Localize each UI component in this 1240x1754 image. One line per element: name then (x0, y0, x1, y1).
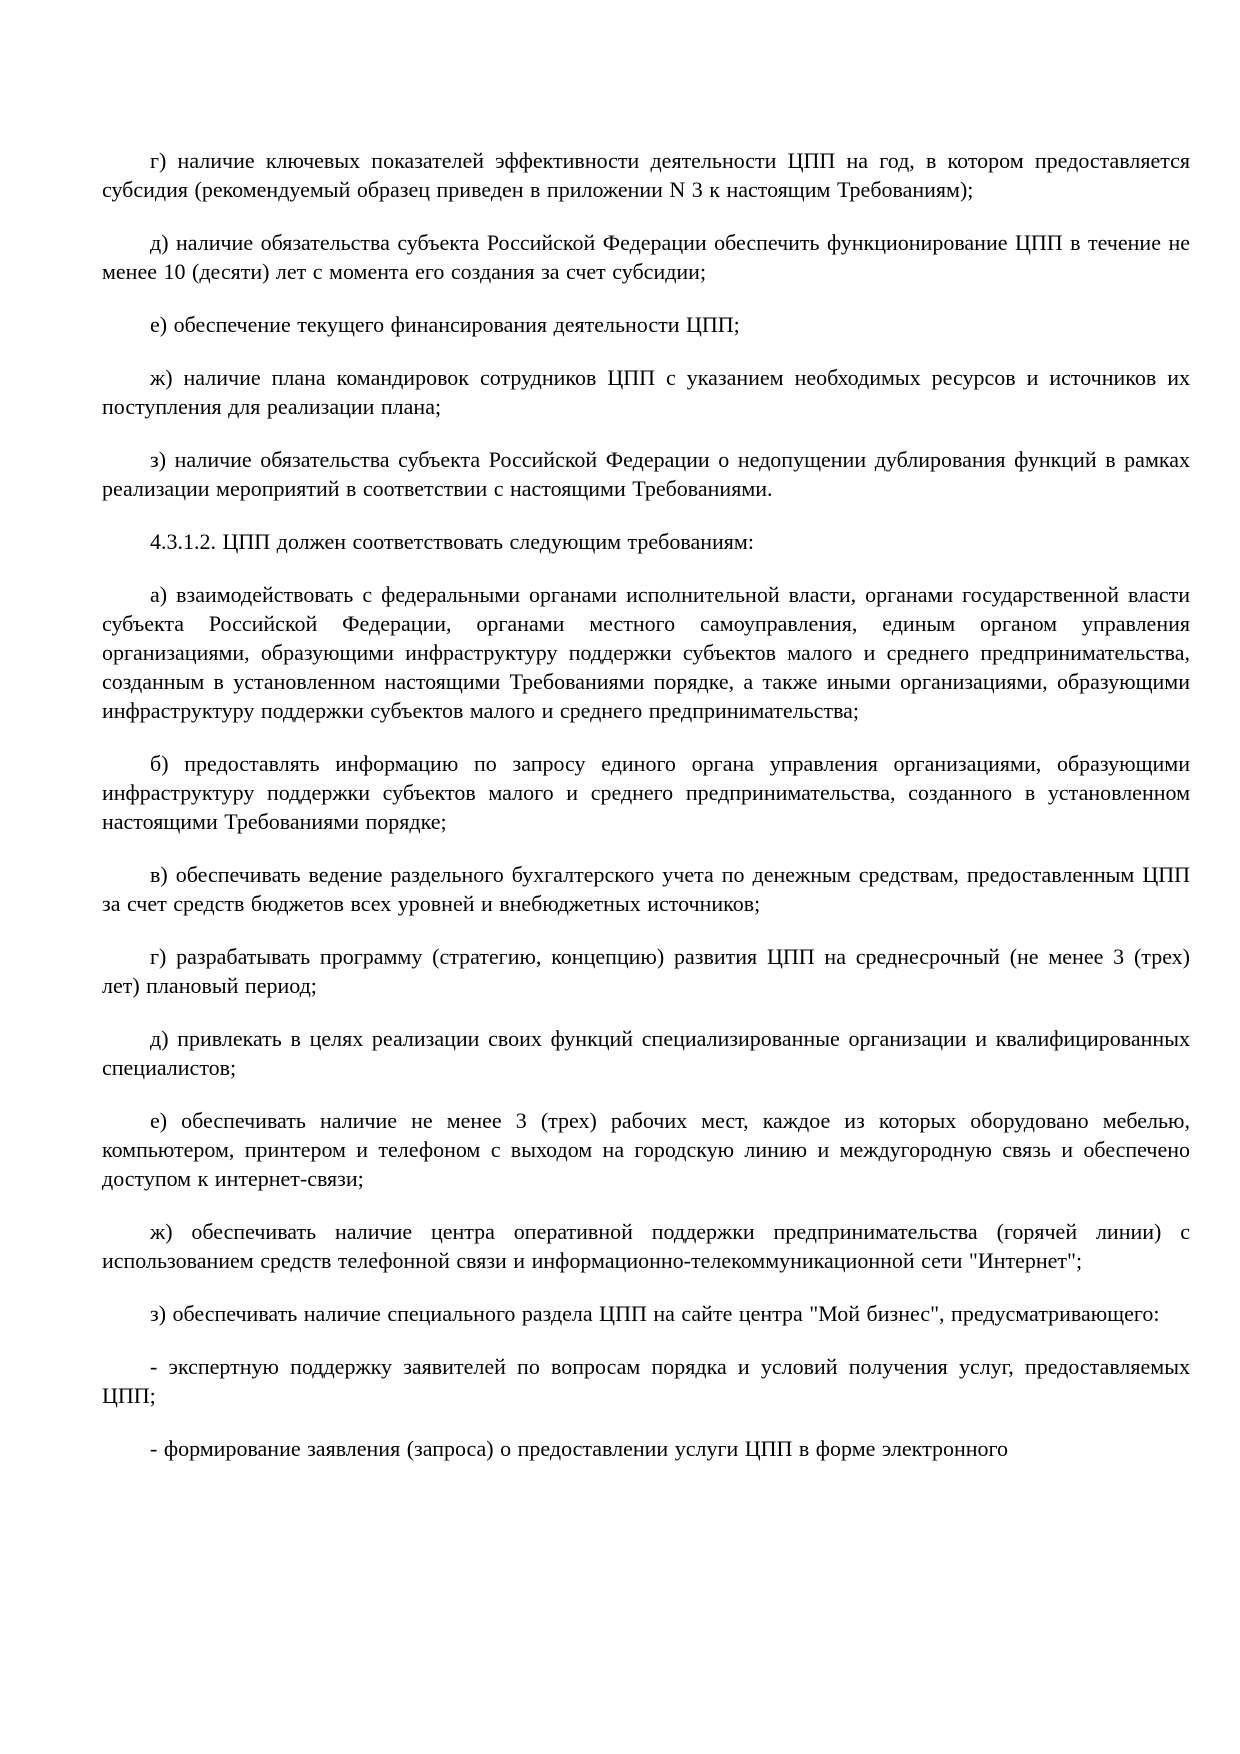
paragraph-clause-g: г) наличие ключевых показателей эффективности деятельности ЦПП на год, в котором предоставляется субсидия (рекомендуемый образец приведен в приложении N 3 к настоящим Требованиям); (102, 148, 1190, 202)
paragraph-clause-z: з) наличие обязательства субъекта Российской Федерации о недопущении дублирования функций в рамках реализации мероприятий в соответствии с настоящими Требованиями. (102, 447, 1190, 501)
paragraph-clause-d-2: д) привлекать в целях реализации своих функций специализированные организации и квалифицированных специалистов; (102, 1026, 1190, 1080)
paragraph-clause-zh-2: ж) обеспечивать наличие центра оперативной поддержки предпринимательства (горячей линии) с использованием средств телефонной связи и информационно-телекоммуникационной сети "Интернет"; (102, 1219, 1190, 1273)
paragraph-clause-v: в) обеспечивать ведение раздельного бухгалтерского учета по денежным средствам, предоставленным ЦПП за счет средств бюджетов всех уровней и внебюджетных источников; (102, 862, 1190, 916)
section-heading-4-3-1-2: 4.3.1.2. ЦПП должен соответствовать следующим требованиям: (150, 529, 754, 554)
paragraph-clause-a: а) взаимодействовать с федеральными органами исполнительной власти, органами государственной власти субъекта Российской Федерации, органами местного самоуправления, единым органом управления организациями, образующими инфраструктуру поддержки субъектов малого и среднего предпринимательства, созданным в установленном настоящими Требованиями порядке, а также иными организациями, образующими инфраструктуру поддержки субъектов малого и среднего предпринимательства; (102, 582, 1190, 723)
paragraph-clause-g-2: г) разрабатывать программу (стратегию, концепцию) развития ЦПП на среднесрочный (не менее 3 (трех) лет) плановый период; (102, 944, 1190, 998)
paragraph-clause-d: д) наличие обязательства субъекта Российской Федерации обеспечить функционирование ЦПП в течение не менее 10 (десяти) лет с момента его создания за счет субсидии; (102, 230, 1190, 284)
paragraph-clause-b: б) предоставлять информацию по запросу единого органа управления организациями, образующими инфраструктуру поддержки субъектов малого и среднего предпринимательства, созданного в установленном настоящими Требованиями порядке; (102, 751, 1190, 834)
paragraph-clause-e: е) обеспечение текущего финансирования деятельности ЦПП; (150, 312, 740, 337)
paragraph-bullet-application-form: - формирование заявления (запроса) о предоставлении услуги ЦПП в форме электронного (150, 1436, 1008, 1461)
paragraph-clause-z-2: з) обеспечивать наличие специального раздела ЦПП на сайте центра "Мой бизнес", предусматривающего: (150, 1301, 1160, 1326)
paragraph-clause-zh: ж) наличие плана командировок сотрудников ЦПП с указанием необходимых ресурсов и источников их поступления для реализации плана; (102, 365, 1190, 419)
paragraph-clause-e-2: е) обеспечивать наличие не менее 3 (трех) рабочих мест, каждое из которых оборудовано мебелью, компьютером, принтером и телефоном с выходом на городскую линию и междугородную связь и обеспечено доступом к интернет-связи; (102, 1108, 1190, 1191)
paragraph-bullet-expert-support: - экспертную поддержку заявителей по вопросам порядка и условий получения услуг, предоставляемых ЦПП; (102, 1354, 1190, 1408)
